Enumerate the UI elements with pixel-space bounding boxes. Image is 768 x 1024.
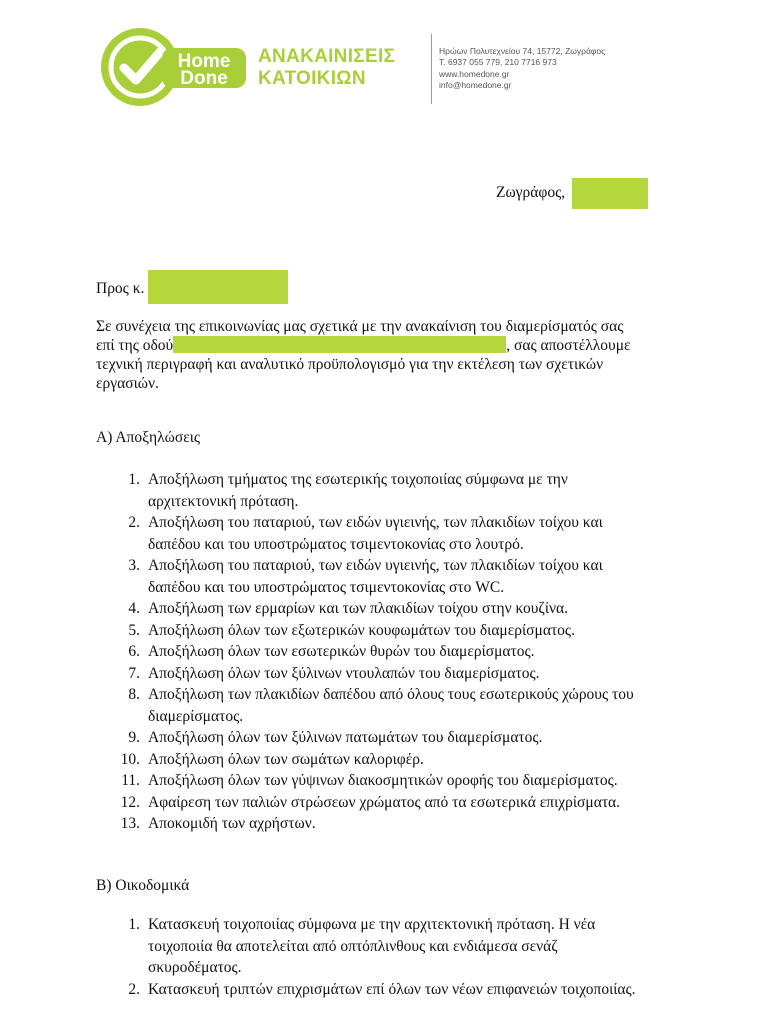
- list-item-line: Αποξήλωση των ερμαρίων και των πλακιδίων τοίχου στην κουζίνα.: [148, 600, 569, 617]
- list-item-number: 9.: [128, 729, 140, 746]
- list-item-text: [148, 813, 696, 835]
- list-item-text: [148, 727, 696, 749]
- homedone-logo: [100, 26, 252, 108]
- list-item-line: Αφαίρεση των παλιών στρώσεων χρώματος από τα εσωτερικά επιχρίσματα.: [148, 793, 621, 811]
- logo-text-top: Home: [177, 51, 231, 72]
- list-item-number: 5.: [128, 621, 140, 639]
- list-item-number: 2.: [128, 514, 140, 531]
- list-item-number: 6.: [128, 643, 140, 660]
- redacted-recipient: [148, 270, 288, 304]
- redacted-date: [572, 178, 648, 209]
- list-item-text: [148, 641, 696, 663]
- brand-name: [258, 46, 395, 90]
- list-item: [96, 663, 696, 685]
- list-item-line: Αποξήλωση όλων των σωμάτων καλοριφέρ.: [148, 750, 424, 768]
- list-item-line: αρχιτεκτονική πρόταση.: [148, 492, 299, 510]
- section-b-title: Β) Οικοδομικά: [96, 877, 190, 894]
- intro-line-4: εργασιών.: [96, 375, 159, 392]
- list-item-line: Αποξήλωση των πλακιδίων δαπέδου από όλους τους εσωτερικούς χώρους του: [148, 686, 634, 703]
- list-item: [96, 979, 696, 1001]
- list-item-text: [148, 792, 696, 814]
- list-item-line: Αποξήλωση όλων των εσωτερικών θυρών του διαμερίσματος.: [148, 643, 535, 660]
- list-item-number: 8.: [128, 686, 140, 703]
- list-item-number: 3.: [128, 557, 140, 574]
- list-item-line: Κατασκευή τριπτών επιχρισμάτων επί όλων των νέων επιφανειών τοιχοποιίας.: [148, 980, 636, 998]
- list-item-text: [148, 749, 696, 771]
- list-item-line: τοιχοποιία θα αποτελείται από οπτόπλινθους και ενδιάμεσα σενάζ: [148, 937, 558, 955]
- contact-email: info@homedone.gr: [439, 79, 512, 90]
- list-item-line: Αποξήλωση όλων των ξύλινων πατωμάτων του διαμερίσματος.: [148, 729, 543, 746]
- list-item: [96, 749, 696, 771]
- list-item-number: 12.: [120, 793, 140, 811]
- intro-paragraph: [96, 317, 696, 393]
- list-item-number: 11.: [121, 772, 140, 789]
- list-item-text: [148, 512, 696, 555]
- list-item-text: [148, 469, 696, 512]
- list-item-line: Αποξήλωση του παταριού, των ειδών υγιεινής, των πλακιδίων τοίχου και: [148, 557, 603, 574]
- list-item: [96, 684, 696, 727]
- list-item-line: Αποξήλωση όλων των εξωτερικών κουφωμάτων του διαμερίσματος.: [148, 621, 575, 639]
- list-item: [96, 914, 696, 979]
- intro-line-2-end: , σας αποστέλλουμε: [506, 337, 631, 354]
- list-item: [96, 555, 696, 598]
- list-item-number: 7.: [128, 664, 140, 682]
- intro-line-2-start: επί της οδού: [96, 337, 174, 354]
- list-item-text: [148, 684, 696, 727]
- list-item-number: 1.: [128, 471, 140, 488]
- list-item-line: σκυροδέματος.: [148, 959, 242, 976]
- list-item-line: Αποξήλωση όλων των γύψινων διακοσμητικών οροφής του διαμερίσματος.: [148, 772, 618, 789]
- list-item-text: [148, 620, 696, 642]
- section-b-list: [96, 914, 696, 1000]
- brand-line-2: ΚΑΤΟΙΚΙΩΝ: [258, 68, 366, 89]
- letterhead: [0, 0, 768, 120]
- list-item-line: Αποξήλωση τμήματος της εσωτερικής τοιχοποιίας σύμφωνα με την: [148, 471, 568, 488]
- letter-place-date: Ζωγράφος,: [496, 184, 566, 201]
- list-item: [96, 641, 696, 663]
- list-item: [96, 469, 696, 512]
- list-item-text: [148, 914, 696, 979]
- contact-info: [439, 46, 605, 91]
- list-item-text: [148, 598, 696, 620]
- section-a-title: Α) Αποξηλώσεις: [96, 429, 201, 446]
- list-item-text: [148, 979, 696, 1001]
- list-item-number: 10.: [120, 750, 140, 768]
- list-item-text: [148, 663, 696, 685]
- contact-address: Ηρώων Πολυτεχνείου 74, 15772, Ζωγράφος: [439, 46, 606, 56]
- list-item: [96, 813, 696, 835]
- list-item-number: 13.: [120, 815, 140, 832]
- list-item-number: 1.: [128, 916, 140, 933]
- contact-phone: T. 6937 055 779, 210 7716 973: [439, 57, 557, 68]
- brand-line-1: ΑΝΑΚΑΙΝΙΣΕΙΣ: [258, 46, 396, 67]
- list-item-line: δαπέδου και του υποστρώματος τσιμεντοκονίας στο λουτρό.: [148, 535, 524, 553]
- list-item-line: Κατασκευή τοιχοποιίας σύμφωνα με την αρχιτεκτονική πρόταση. Η νέα: [148, 916, 596, 933]
- list-item-line: Αποξήλωση όλων των ξύλινων ντουλαπών του διαμερίσματος.: [148, 664, 540, 682]
- list-item: [96, 512, 696, 555]
- intro-line-2: [96, 336, 696, 355]
- list-item-line: Αποκομιδή των αχρήστων.: [148, 815, 316, 832]
- list-item-line: διαμερίσματος.: [148, 707, 244, 725]
- logo-text-bottom: Done: [180, 68, 228, 89]
- section-a-list: [96, 469, 696, 835]
- list-item-text: [148, 770, 696, 792]
- intro-line-3: τεχνική περιγραφή και αναλυτικό προϋπολογισμό για την εκτέλεση των σχετικών: [96, 356, 604, 373]
- header-divider: [431, 34, 432, 104]
- intro-line-1: Σε συνέχεια της επικοινωνίας μας σχετικά με την ανακαίνιση του διαμερίσματός σας: [96, 318, 624, 335]
- list-item: [96, 770, 696, 792]
- list-item: [96, 620, 696, 642]
- redacted-street: [173, 336, 506, 353]
- list-item: [96, 727, 696, 749]
- list-item-line: δαπέδου και του υποστρώματος τσιμεντοκονίας στο WC.: [148, 578, 505, 596]
- list-item-number: 2.: [128, 980, 140, 998]
- list-item-line: Αποξήλωση του παταριού, των ειδών υγιεινής, των πλακιδίων τοίχου και: [148, 514, 603, 531]
- list-item: [96, 792, 696, 814]
- list-item-number: 4.: [128, 600, 140, 617]
- contact-website: www.homedone.gr: [439, 68, 510, 79]
- list-item-text: [148, 555, 696, 598]
- letter-recipient: Προς κ.: [96, 280, 145, 297]
- list-item: [96, 598, 696, 620]
